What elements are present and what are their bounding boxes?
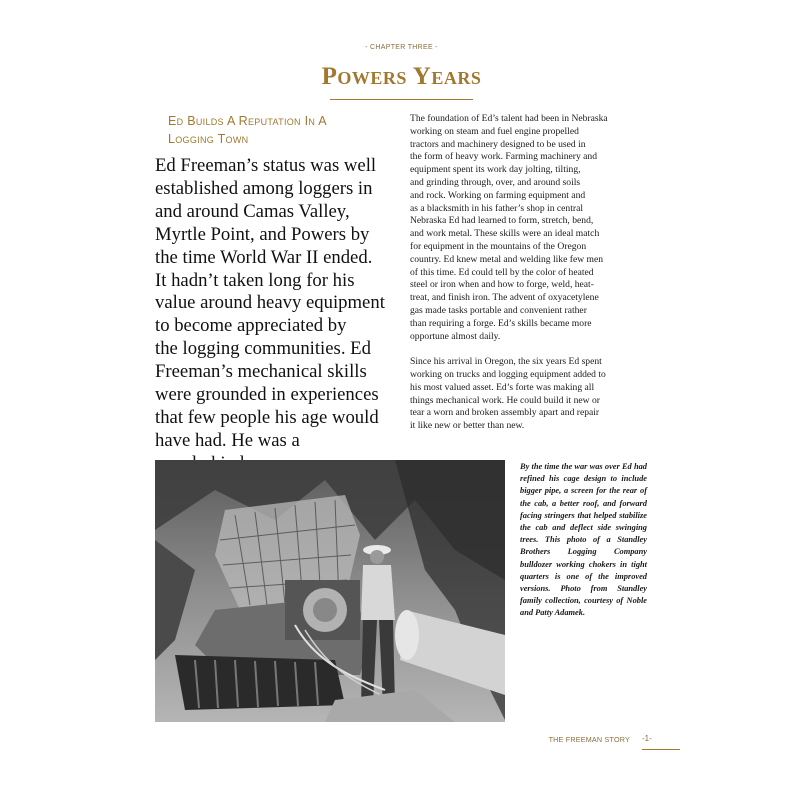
body-line: equipment spent its work day jolting, tilting, — [410, 164, 581, 176]
body-line: his most valued asset. Ed’s forte was making all — [410, 381, 595, 393]
body-line: it like new or better than new. — [410, 420, 525, 432]
body-line: Since his arrival in Oregon, the six years Ed spent — [410, 356, 602, 368]
body-line: working on steam and fuel engine propelled — [410, 125, 579, 137]
body-line: of this time. Ed could tell by the color of heated — [410, 266, 594, 278]
body-line: opportune almost daily. — [410, 330, 501, 342]
body-paragraph-1 — [410, 113, 656, 343]
title-underline — [330, 99, 473, 100]
body-line: gas made tasks portable and convenient rather — [410, 304, 587, 316]
body-line: tear a worn and broken assembly apart and repair — [410, 407, 600, 419]
lead-line: It hadn’t taken long for his — [155, 269, 355, 291]
section-subhead — [168, 112, 388, 148]
body-line: Nebraska Ed had learned to form, stretch, bend, — [410, 215, 594, 227]
bulldozer-photo — [155, 460, 505, 722]
lead-line: the time World War II ended. — [155, 246, 373, 268]
body-paragraph-2 — [410, 356, 656, 433]
body-line: tractors and machinery designed to be used in — [410, 138, 586, 150]
body-line: steel or iron when and how to forge, weld, heat- — [410, 279, 594, 291]
body-line: working on trucks and logging equipment added to — [410, 368, 606, 380]
body-line: for equipment in the mountains of the Oregon — [410, 240, 587, 252]
footer-underline — [642, 749, 680, 750]
body-line: and work metal. These skills were an ideal match — [410, 228, 600, 240]
body-line: the form of heavy work. Farming machinery and — [410, 151, 598, 163]
lead-line: to become appreciated by — [155, 315, 347, 337]
lead-line: Myrtle Point, and Powers by — [155, 223, 370, 245]
lead-line: Ed Freeman’s status was well — [155, 155, 377, 176]
lead-line: were grounded in experiences — [155, 384, 379, 406]
lead-line: that few people his age would — [155, 406, 379, 428]
chapter-label: - CHAPTER THREE - — [365, 44, 438, 51]
page-title: Powers Years — [321, 63, 482, 90]
body-line: as a blacksmith in his father’s shop in central — [410, 202, 584, 214]
page-number: -1- — [642, 734, 652, 743]
lead-paragraph — [155, 155, 387, 499]
lead-line: the logging communities. Ed — [155, 338, 371, 360]
subhead-line: Logging Town — [168, 132, 249, 146]
lead-line: Freeman’s mechanical skills — [155, 361, 367, 383]
body-column — [410, 113, 656, 446]
lead-line: established among loggers in — [155, 177, 373, 199]
footer-book-title: THE FREEMAN STORY — [548, 735, 630, 744]
photo-caption: By the time the war was over Ed had refined his cage design to include bigger pipe, a screen for the rear of the cab, a better roof, and forward facing stringers that helped stabilize the cab and deflect side swinging trees. This photo of a Standley Brothers Logging Company bulldozer working chokers in tight quarters is one of the improved versions. Photo from Standley family collection, courtesy of Noble and Patty Adamek. — [520, 462, 647, 618]
lead-line: have had. He was a — [155, 429, 300, 451]
body-line: The foundation of Ed’s talent had been in Nebraska — [410, 113, 608, 124]
body-line: than requiring a forge. Ed’s skills became more — [410, 317, 592, 329]
lead-line: and around Camas Valley, — [155, 200, 350, 222]
body-line: country. Ed knew metal and welding like few men — [410, 253, 604, 265]
body-line: things mechanical work. He could build it new or — [410, 394, 600, 406]
subhead-line: Ed Builds A Reputation In A — [168, 114, 327, 128]
body-line: and grinding through, over, and around soils — [410, 176, 581, 188]
body-line: treat, and finish iron. The advent of oxyacetylene — [410, 292, 599, 304]
body-line: and rock. Working on farming equipment and — [410, 189, 586, 201]
lead-line: value around heavy equipment — [155, 292, 385, 314]
